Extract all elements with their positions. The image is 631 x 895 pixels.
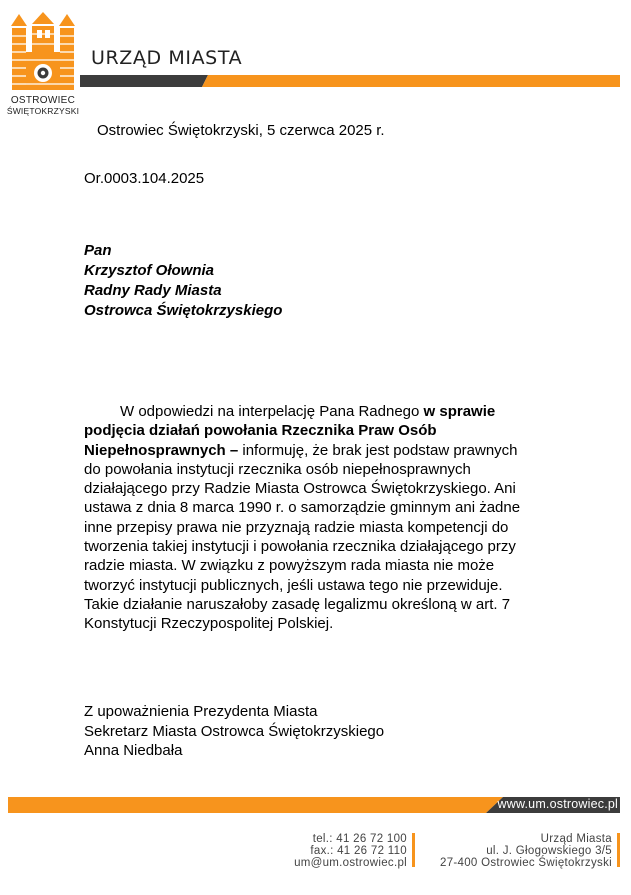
signature-line: Sekretarz Miasta Ostrowca Świętokrzyskiego bbox=[84, 722, 385, 740]
signature-block bbox=[84, 702, 384, 761]
addressee-line: Radny Rady Miasta bbox=[84, 282, 222, 299]
address-line: ul. J. Głogowskiego 3/5 bbox=[486, 845, 612, 857]
reference-number: Or.0003.104.2025 bbox=[84, 170, 205, 187]
footer-contact bbox=[294, 833, 407, 869]
signature-line: Anna Niedbała bbox=[84, 742, 183, 759]
body-subject: w sprawie podjęcia działań powołania Rzecznika Praw Osób Niepełnosprawnych – bbox=[84, 403, 496, 459]
letter-body bbox=[84, 402, 524, 634]
addressee-line: Krzysztof Ołownia bbox=[84, 262, 215, 279]
city-name-line2: ŚWIĘTOKRZYSKI bbox=[6, 106, 80, 116]
body-text: informuję, że brak jest podstaw prawnych do powołania instytucji rzecznika osób niepełnosprawnych działającego przy Radzie Miasta Ostrowca Świętokrzyskiego. Ani ustawa z dnia 8 marca 1990 r. o samorządzie gminnym ani żadne inne przepisy prawa nie przyznają radzie miasta kompetencji do tworzenia takiej instytucji i powołania rzecznika działającego przy radzie miasta. W związku z powyższym rada miasta nie może tworzyć instytucji publicznych, jeśli ustawa tego nie przewiduje. Takie działanie naruszałoby zasadę legalizmu określoną w art. 7 Konstytucji Rzeczypospolitej Polskiej. bbox=[84, 441, 521, 633]
email-link[interactable]: um@um.ostrowiec.pl bbox=[294, 857, 407, 869]
city-name-line1: OSTROWIEC bbox=[10, 95, 76, 106]
footer-divider bbox=[412, 833, 415, 867]
footer-divider bbox=[617, 833, 620, 867]
body-paragraph bbox=[84, 402, 524, 634]
body-intro: W odpowiedzi na interpelację Pana Radnego bbox=[120, 403, 424, 420]
address-line: 27-400 Ostrowiec Świętokrzyski bbox=[440, 857, 612, 869]
fax-number: fax.: 41 26 72 110 bbox=[310, 845, 407, 857]
header-stripe bbox=[80, 75, 620, 87]
city-coat-of-arms-logo bbox=[8, 12, 78, 94]
website-link[interactable]: www.um.ostrowiec.pl bbox=[497, 797, 618, 811]
footer-address bbox=[440, 833, 612, 869]
addressee-line: Ostrowca Świętokrzyskiego bbox=[84, 302, 283, 319]
address-line: Urząd Miasta bbox=[540, 833, 612, 845]
phone-number: tel.: 41 26 72 100 bbox=[312, 833, 407, 845]
office-title: URZĄD MIASTA bbox=[91, 47, 243, 69]
addressee-line: Pan bbox=[84, 242, 112, 259]
place-date: Ostrowiec Świętokrzyski, 5 czerwca 2025 r. bbox=[97, 122, 385, 139]
signature-line: Z upoważnienia Prezydenta Miasta bbox=[84, 703, 318, 720]
